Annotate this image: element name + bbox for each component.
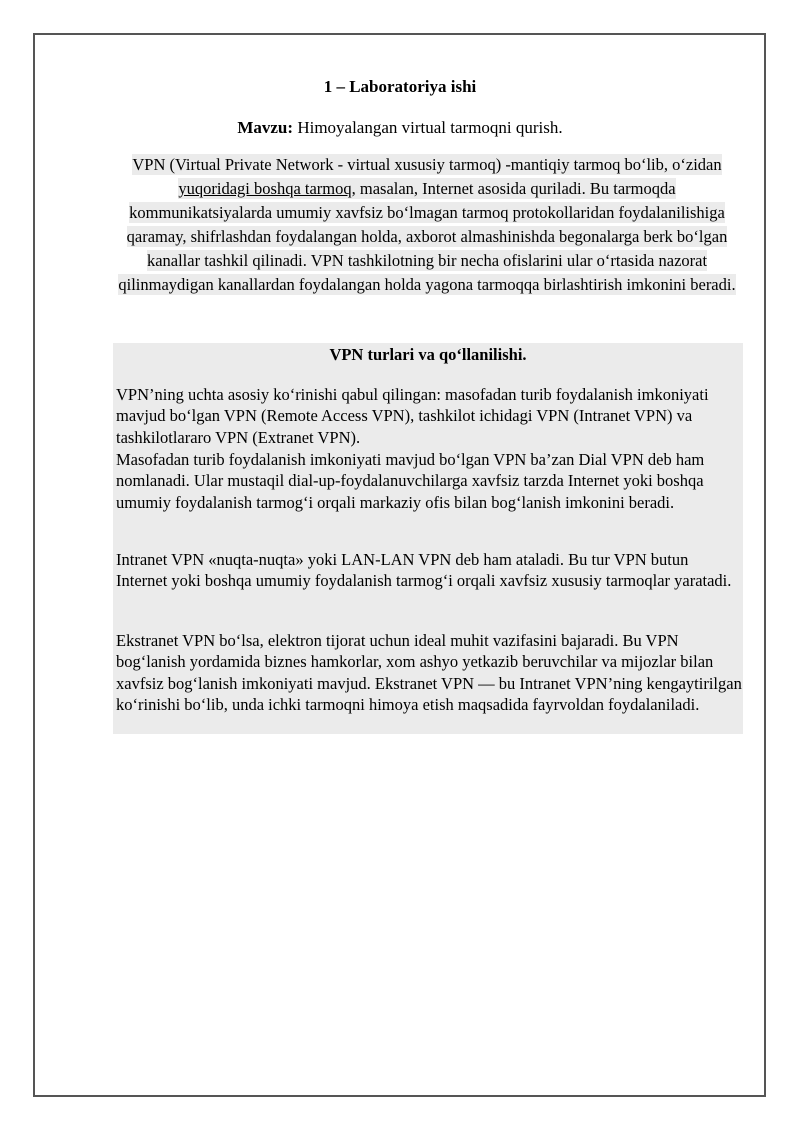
intro-highlight [118, 154, 735, 295]
section-heading: VPN turlari va qo‘llanilishi. [329, 345, 527, 364]
intro-underlined-text: yuqoridagi boshqa tarmoq [178, 179, 352, 198]
document-title: 1 – Laboratoriya ishi [323, 77, 477, 96]
subject-text: Himoyalangan virtual tarmoqni qurish. [293, 118, 563, 137]
intro-text-part1: VPN (Virtual Private Network - virtual xususiy tarmoq) -mantiqiy tarmoq bo‘lib, o‘zidan [132, 155, 722, 174]
paragraph-vpn-overview: VPN’ning uchta asosiy ko‘rinishi qabul qilingan: masofadan turib foydalanish imkoniyati mavjud bo‘lgan VPN (Remote Access VPN), tashkilot ichidagi VPN (Intranet VPN) va tashkilotlararo VPN (Extranet VPN). [116, 385, 709, 447]
document-subject [0, 117, 800, 139]
subject-label: Mavzu: [237, 118, 294, 137]
intro-paragraph [112, 153, 742, 297]
paragraph-intranet-vpn: Intranet VPN «nuqta-nuqta» yoki LAN-LAN VPN deb ham ataladi. Bu tur VPN butun Internet yoki boshqa umumiy foydalanish tarmog‘i orqali xavfsiz xususiy tarmoqlar yaratadi. [116, 550, 732, 591]
paragraph-remote-access-vpn: Masofadan turib foydalanish imkoniyati mavjud bo‘lgan VPN ba’zan Dial VPN deb ham nomlanadi. Ular mustaqil dial-up-foydalanuvchilarga xavfsiz tarzda Internet yoki boshqa umumiy foydalanish tarmog‘i orqali markaziy ofis bilan bog‘lanish imkonini beradi. [116, 450, 705, 512]
intro-text-part2: , masalan, Internet asosida quriladi. Bu tarmoqda kommunikatsiyalarda umumiy xavfsiz bo‘lmagan tarmoq protokollaridan foydalanilishiga qaramay, shifrlashdan foydalangan holda, axborot almashinishda begonalarga berk bo‘lgan kanallar tashkil qilinadi. VPN tashkilotning bir necha ofislarini ular o‘rtasida nazorat qilinmaydigan kanallardan foydalangan holda yagona tarmoqqa birlashtirish imkonini beradi. [118, 179, 736, 294]
paragraph-extranet-vpn: Ekstranet VPN bo‘lsa, elektron tijorat uchun ideal muhit vazifasini bajaradi. Bu VPN bog‘lanish yordamida biznes hamkorlar, xom ashyo yetkazib beruvchilar va mijozlar bilan xavfsiz bog‘lanish imkoniyati mavjud. Ekstranet VPN — bu Intranet VPN’ning kengaytirilgan ko‘rinishi bo‘lib, unda ichki tarmoqni himoya etish maqsadida fayrvoldan foydalaniladi. [116, 631, 742, 714]
